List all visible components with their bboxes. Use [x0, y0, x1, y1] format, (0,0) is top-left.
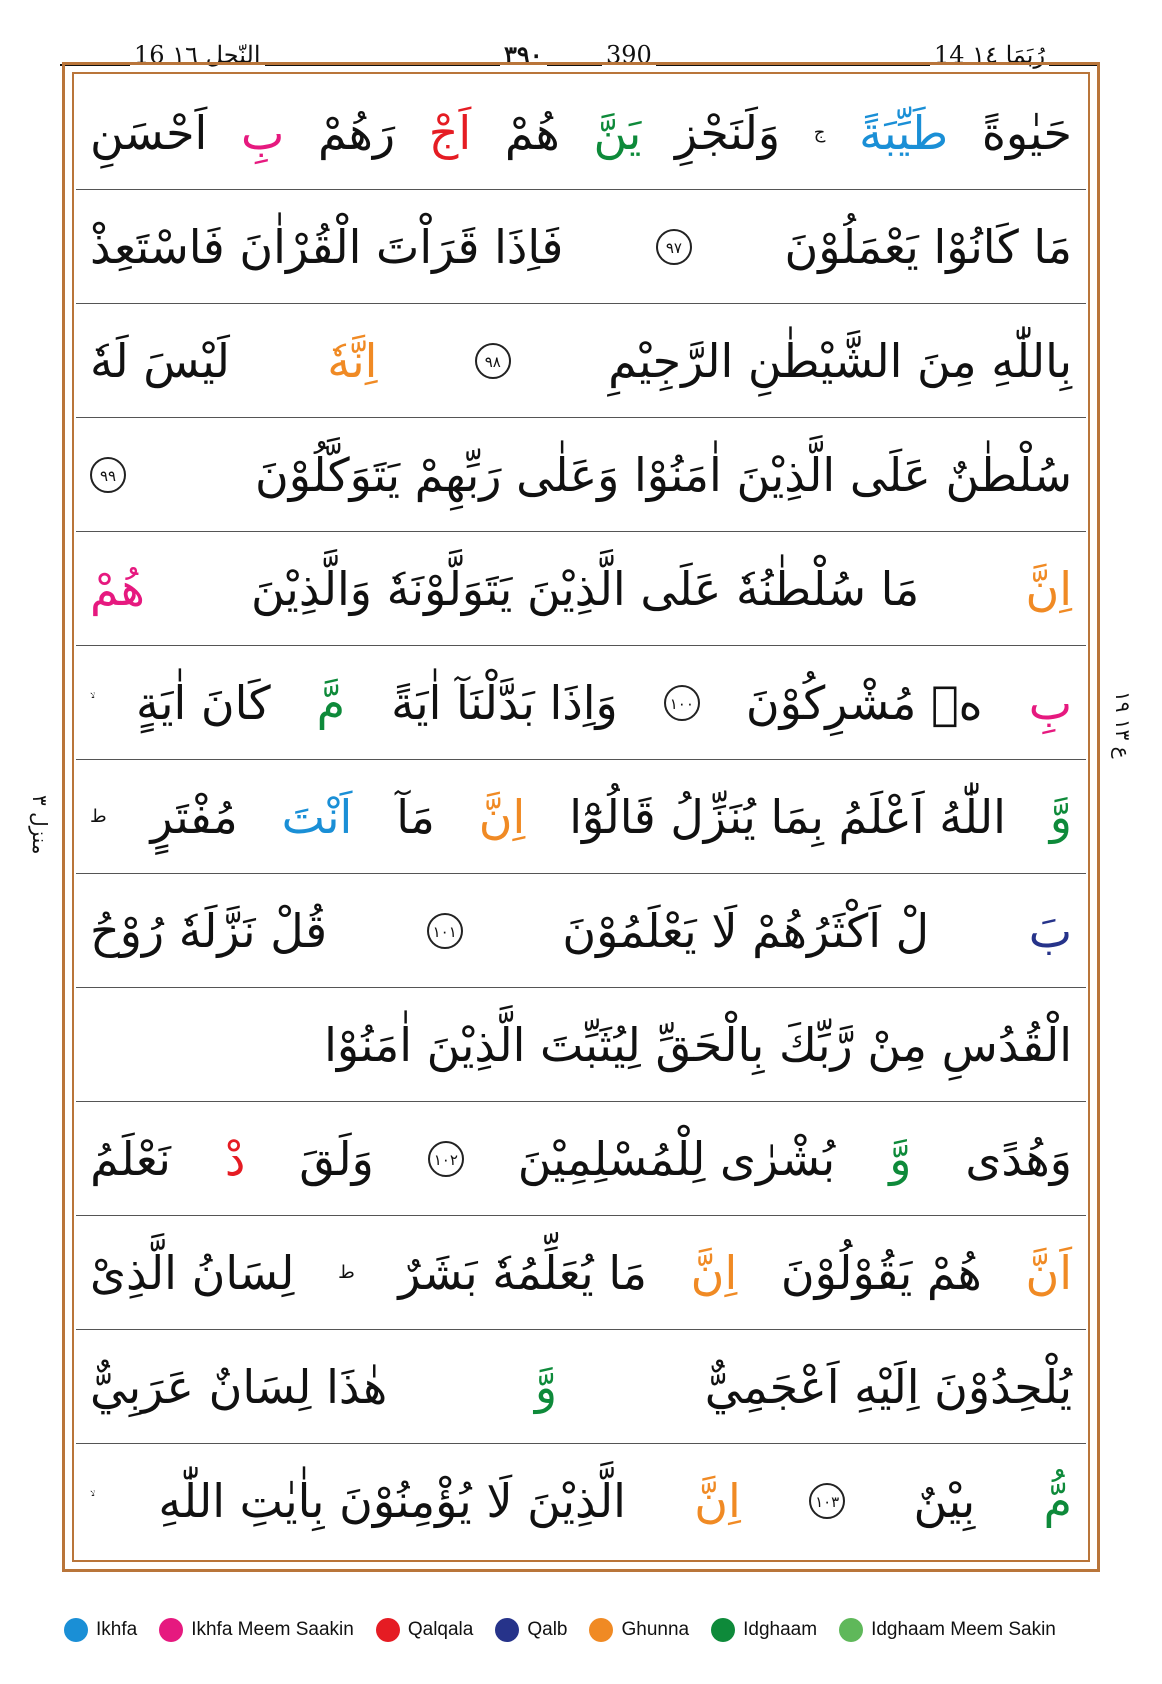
verse-text: مَا كَانُوْا يَعْمَلُوْنَ — [784, 219, 1072, 274]
legend-label: Qalqala — [407, 1619, 474, 1640]
page-number-arabic: ٣٩٠ — [500, 40, 547, 70]
legend-item — [159, 1618, 354, 1642]
verse-text: الَّذِيْنَ لَا يُؤْمِنُوْنَ بِاٰيٰتِ اللّٰهِ — [158, 1474, 626, 1528]
tajweed-text: يَنَّ — [593, 105, 642, 160]
verse-text: لِسَانُ الَّذِىْ — [90, 1245, 295, 1300]
legend-color-dot — [376, 1618, 400, 1642]
legend-color-dot — [495, 1618, 519, 1642]
verse-text: سُلْطٰنٌ عَلَى الَّذِيْنَ اٰمَنُوْا وَعَلٰى رَبِّهِمْ يَتَوَكَّلُوْنَ — [254, 447, 1072, 502]
quran-line — [76, 304, 1086, 418]
tajweed-text: وَّ — [1049, 789, 1072, 844]
juz-label: 14 رُبَمَا ١٤ — [930, 40, 1049, 70]
quran-line — [76, 532, 1086, 646]
verse-text: وَلَقَ — [299, 1131, 374, 1186]
legend-label: Ikhfa — [96, 1619, 138, 1640]
quran-line — [76, 646, 1086, 760]
tajweed-text: هُمْ — [90, 561, 145, 616]
tajweed-text: وَّ — [889, 1131, 912, 1186]
quran-text-block — [76, 76, 1086, 1558]
waqf-mark: ط — [338, 1261, 355, 1283]
verse-text: بُشْرٰى لِلْمُسْلِمِيْنَ — [517, 1131, 836, 1186]
surah-label: النّحل ١٦ 16 — [130, 40, 265, 70]
verse-text: مَآ — [396, 789, 435, 844]
verse-text: كَانَ اٰيَةٍ — [136, 675, 271, 730]
tajweed-text: بِ — [1028, 675, 1072, 730]
tajweed-text: اِنَّهٗ — [327, 333, 378, 388]
verse-text: مَا سُلْطٰنُهٗ عَلَى الَّذِيْنَ يَتَوَلَّوْنَهٗ وَالَّذِيْنَ — [251, 561, 920, 616]
legend-item — [589, 1618, 689, 1642]
verse-text: يُلْحِدُوْنَ اِلَيْهِ اَعْجَمِيٌّ — [704, 1359, 1072, 1414]
ayah-number-marker: ٩٨ — [475, 343, 511, 379]
waqf-mark: ط — [90, 805, 107, 827]
ayah-number-marker: ٩٩ — [90, 457, 126, 493]
legend-item — [376, 1618, 474, 1642]
verse-text: بِاللّٰهِ مِنَ الشَّيْطٰنِ الرَّجِيْمِ — [608, 333, 1072, 388]
tajweed-text: طَيِّبَةً — [859, 105, 949, 160]
ruku-marker: ع ١٣ ١٩ — [1111, 691, 1135, 759]
tajweed-text: مُّ — [1043, 1474, 1072, 1528]
verse-text: هُمْ — [504, 105, 560, 160]
tajweed-text: اَنْتَ — [281, 789, 353, 844]
tajweed-text: اِنَّ — [478, 789, 526, 844]
verse-text: وَهُدًى — [965, 1131, 1072, 1186]
legend-item — [711, 1618, 817, 1642]
verse-text: حَيٰوةً — [981, 105, 1072, 160]
quran-line — [76, 418, 1086, 532]
verse-text: هٖ مُشْرِكُوْنَ — [745, 675, 983, 730]
verse-text: مَا يُعَلِّمُهٗ بَشَرٌ — [398, 1245, 648, 1300]
quran-line — [76, 874, 1086, 988]
verse-text: هُمْ يَقُوْلُوْنَ — [780, 1245, 982, 1300]
tajweed-text: اَجْ — [428, 105, 472, 160]
ayah-number-marker: ١٠٣ — [809, 1483, 845, 1519]
ayah-number-marker: ٩٧ — [656, 229, 692, 265]
verse-text: بِيْنٌ — [913, 1474, 976, 1528]
verse-text: هٰذَا لِسَانٌ عَرَبِيٌّ — [90, 1359, 388, 1414]
quran-line — [76, 76, 1086, 190]
legend-item — [495, 1618, 567, 1642]
legend-item — [64, 1618, 137, 1642]
legend-label: Ghunna — [621, 1619, 690, 1640]
quran-line — [76, 1102, 1086, 1216]
legend-label: Ikhfa Meem Saakin — [191, 1619, 354, 1640]
legend-color-dot — [159, 1618, 183, 1642]
tajweed-legend — [64, 1610, 1104, 1650]
verse-text: اَحْسَنِ — [90, 105, 208, 160]
ayah-number-marker: ١٠٢ — [428, 1141, 464, 1177]
tajweed-text: اَنَّ — [1025, 1245, 1072, 1300]
verse-text: رَهُمْ — [317, 105, 396, 160]
legend-item — [839, 1618, 1056, 1642]
manzil-marker: منزل ٣ — [28, 795, 52, 855]
verse-text: فَاِذَا قَرَاْتَ الْقُرْاٰنَ فَاسْتَعِذْ — [90, 219, 564, 274]
verse-text: نَعْلَمُ — [90, 1131, 171, 1186]
quran-line — [76, 1330, 1086, 1444]
quran-line — [76, 760, 1086, 874]
quran-line — [76, 1216, 1086, 1330]
tajweed-text: مَّ — [316, 675, 346, 730]
legend-color-dot — [711, 1618, 735, 1642]
tajweed-text: اِنَّ — [690, 1245, 738, 1300]
verse-text: وَاِذَا بَدَّلْنَآ اٰيَةً — [391, 675, 618, 730]
tajweed-text: بِ — [240, 105, 285, 160]
tajweed-text: اِنَّ — [694, 1474, 741, 1528]
waqf-mark: ج — [813, 121, 826, 143]
legend-label: Qalb — [527, 1619, 568, 1640]
ayah-number-marker: ١٠١ — [427, 913, 463, 949]
verse-text: وَلَنَجْزِ — [674, 105, 781, 160]
verse-text: لَيْسَ لَهٗ — [90, 333, 230, 388]
legend-color-dot — [839, 1618, 863, 1642]
page-number: 390 — [602, 40, 656, 70]
verse-text: قُلْ نَزَّلَهٗ رُوْحُ — [90, 903, 328, 958]
quran-line — [76, 190, 1086, 304]
verse-text: الْقُدُسِ مِنْ رَّبِّكَ بِالْحَقِّ لِيُثَبِّتَ الَّذِيْنَ اٰمَنُوْا — [324, 1017, 1072, 1072]
tajweed-text: وَّ — [534, 1359, 558, 1414]
verse-text: لْ اَكْثَرُهُمْ لَا يَعْلَمُوْنَ — [562, 903, 930, 958]
verse-text: مُفْتَرٍ — [150, 789, 238, 844]
tajweed-text: دْ — [224, 1131, 246, 1186]
quran-line — [76, 988, 1086, 1102]
verse-text: اللّٰهُ اَعْلَمُ بِمَا يُنَزِّلُ قَالُوْٓا — [569, 789, 1006, 844]
legend-label: Idghaam Meem Sakin — [871, 1619, 1056, 1640]
legend-label: Idghaam — [743, 1619, 818, 1640]
tajweed-text: بَ — [1028, 903, 1072, 958]
legend-color-dot — [589, 1618, 613, 1642]
ayah-number-marker: ١٠٠ — [664, 685, 700, 721]
tajweed-text: اِنَّ — [1025, 561, 1072, 616]
quran-line — [76, 1444, 1086, 1558]
legend-color-dot — [64, 1618, 88, 1642]
